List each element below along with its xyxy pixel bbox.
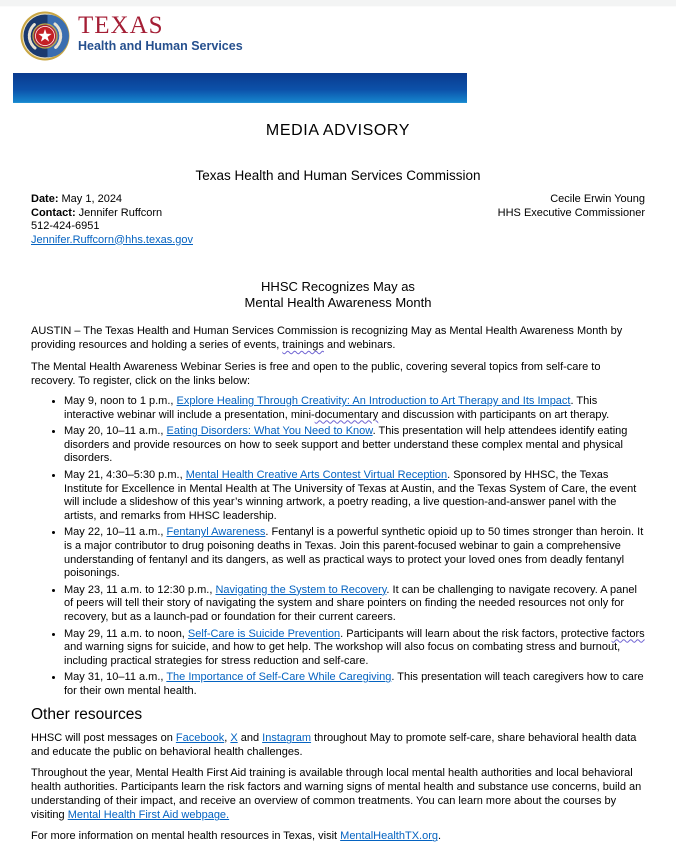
text-run: and	[237, 732, 263, 745]
contact-phone: 512-424-6951	[31, 220, 100, 232]
hyperlink[interactable]: Mental Health First Aid webpage.	[67, 809, 230, 822]
text-run: May 22, 10–11 a.m.,	[64, 526, 167, 539]
signatory-block	[498, 193, 645, 247]
text-run: May 9, noon to 1 p.m.,	[64, 395, 177, 407]
release-title-line1: HHSC Recognizes May as	[261, 279, 415, 294]
hyperlink[interactable]: Explore Healing Through Creativity: An Introduction to Art Therapy and Its Impact	[176, 395, 571, 407]
footer-paragraph	[31, 829, 645, 843]
release-title	[31, 279, 645, 311]
contact-email-link[interactable]: Jennifer.Ruffcorn@hhs.texas.gov	[31, 233, 193, 246]
hhs-logo-text	[78, 11, 243, 53]
contact-line	[31, 207, 193, 221]
contact-email-line	[31, 234, 193, 248]
text-run: . Sponsored by HHSC, the Texas Institute for Excellence in Mental Health at The University of Texas at Austin, and the Texas System of Care, the event will include a slideshow of this year’s winning artwork, a poetry reading, a live question-and-answer panel with the artists, and remarks from HHSC leadership.	[64, 468, 637, 522]
text-run: . This interactive webinar will include a presentation, mini-	[64, 395, 598, 421]
date-line	[31, 193, 193, 207]
text-run: trainings	[282, 339, 324, 351]
text-run: documentary	[314, 408, 379, 421]
text-run: . It can be challenging to navigate recovery. A panel of peers will tell their story of navigating the system and share pointers on finding the needed resources not only for recovery, but as a launch-pad or foundation for their current careers.	[64, 583, 637, 623]
text-run: .	[437, 830, 442, 843]
signatory-title: HHS Executive Commissioner	[497, 206, 645, 219]
event-bullet	[64, 425, 645, 466]
intro-paragraph-1	[31, 324, 645, 352]
hyperlink[interactable]: Instagram	[262, 732, 312, 745]
contact-left	[31, 193, 193, 247]
text-run: May 21, 4:30–5:30 p.m.,	[64, 468, 186, 481]
date-value: May 1, 2024	[61, 193, 123, 205]
text-run: HHSC will post messages on	[31, 732, 176, 745]
doc-type-title: MEDIA ADVISORY	[265, 122, 411, 139]
text-run: and webinars.	[323, 339, 396, 351]
hyperlink[interactable]: Eating Disorders: What You Need to Know	[166, 425, 373, 438]
hhs-logo	[0, 7, 676, 63]
text-run: May 20, 10–11 a.m.,	[64, 425, 167, 438]
hyperlink[interactable]: X	[230, 732, 238, 745]
contact-block	[31, 193, 645, 247]
first-aid-paragraph	[31, 766, 645, 822]
hyperlink[interactable]: Mental Health Creative Arts Contest Virtual Reception	[185, 468, 448, 481]
date-label: Date:	[31, 193, 59, 205]
org-name-title: Texas Health and Human Services Commission	[195, 168, 481, 183]
contact-name: Jennifer Ruffcorn	[78, 206, 163, 219]
text-run: May 31, 10–11 a.m.,	[64, 671, 167, 684]
hyperlink[interactable]: Navigating the System to Recovery	[215, 583, 387, 596]
document-header	[0, 7, 676, 103]
text-run: . Fentanyl is a powerful synthetic opioid up to 50 times stronger than heroin. It is a major contributor to drug poisoning deaths in Texas. Join this parent-focused webinar to gain a comprehensive understanding of fentanyl and its dangers, as well as practical ways to protect your loved ones from deadly fentanyl poisonings.	[64, 526, 644, 580]
text-run: and discussion with participants on art therapy.	[378, 408, 610, 421]
release-title-line2: Mental Health Awareness Month	[244, 295, 432, 310]
text-run: May 23, 11 a.m. to 12:30 p.m.,	[64, 583, 216, 596]
other-resources-heading: Other resources	[31, 706, 143, 724]
contact-label: Contact:	[31, 206, 76, 219]
text-run: . Participants will learn about the risk factors, protective	[340, 627, 612, 640]
text-run: throughout May to promote self-care, share behavioral health data and educate the public on behavioral health challenges.	[31, 732, 637, 759]
hyperlink[interactable]: MentalHealthTX.org	[340, 830, 438, 843]
hyperlink[interactable]: Facebook	[175, 732, 225, 745]
event-bullet	[64, 628, 645, 669]
blue-gradient-banner	[13, 73, 467, 103]
logo-org-name: TEXAS	[78, 12, 164, 39]
intro-paragraph-2	[31, 360, 645, 388]
hhs-seal-icon	[20, 11, 70, 61]
text-run: The Mental Health Awareness Webinar Series is free and open to the public, covering several topics from self-care to recovery. To register, click on the links below:	[31, 361, 601, 387]
text-run: For more information on mental health resources in Texas, visit	[31, 830, 341, 843]
hyperlink[interactable]: Self-Care is Suicide Prevention	[187, 627, 341, 640]
text-run: Throughout the year, Mental Health First Aid training is available through local mental health authorities and local behavioral health authorities. Participants learn the risk factors and warning signs of mental health and substance use concerns, build an understanding of their impact, and receive an overview of common treatments. You can learn more about the courses by visiting	[31, 767, 642, 822]
text-run: May 29, 11 a.m. to noon,	[64, 627, 188, 640]
text-run: ,	[224, 732, 231, 745]
logo-sub-name: Health and Human Services	[78, 39, 243, 53]
text-run: . This presentation will teach caregivers how to care for their own mental health.	[64, 671, 644, 697]
hyperlink[interactable]: The Importance of Self-Care While Caregiving	[166, 671, 392, 684]
event-bullet	[64, 469, 645, 523]
text-run: and warning signs for suicide, and how to get help. The workshop will also focus on combating stress and burnout, including practical strategies for stress reduction and self-care.	[64, 641, 621, 667]
event-bullet	[64, 395, 645, 422]
social-media-paragraph	[31, 731, 645, 759]
event-bullet	[64, 526, 645, 580]
top-strip	[0, 0, 676, 7]
events-list	[31, 395, 645, 698]
text-run: . This presentation will help attendees identify eating disorders and provide resources on how to seek support and better understand these complex mental and physical disorders.	[64, 425, 628, 465]
text-run: AUSTIN – The Texas Health and Human Services Commission is recognizing May as Mental Health Awareness Month by providing resources and holding a series of events,	[31, 325, 623, 351]
hyperlink[interactable]: Fentanyl Awareness	[166, 526, 266, 539]
text-run: factors	[611, 627, 645, 640]
event-bullet	[64, 584, 645, 625]
signatory-name: Cecile Erwin Young	[550, 193, 645, 205]
event-bullet	[64, 671, 645, 698]
document-body	[0, 122, 676, 843]
